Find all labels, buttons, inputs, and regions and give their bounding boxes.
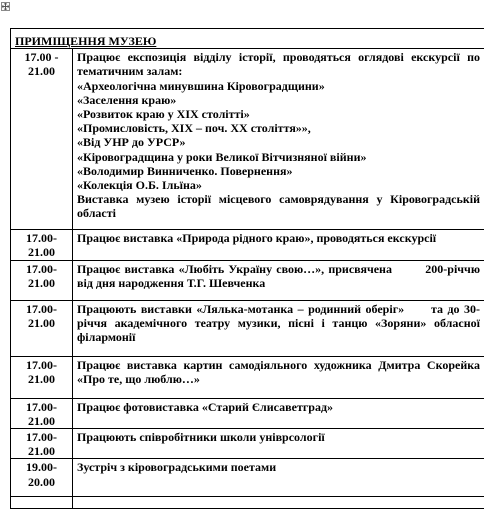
time-start: 17.00 -	[15, 50, 68, 64]
time-cell	[11, 230, 73, 260]
time-start: 17.00-	[15, 302, 68, 316]
time-start: 17.00-	[15, 231, 68, 245]
table-row	[11, 230, 484, 260]
time-end: 21.00	[15, 245, 68, 259]
time-cell	[11, 49, 73, 230]
time-cell	[11, 429, 73, 459]
description-cell	[73, 398, 484, 428]
time-end: 21.00	[15, 372, 68, 386]
description-line: Зустріч з кіровоградськими поетами	[77, 460, 480, 474]
empty-cell	[73, 497, 484, 509]
time-start: 17.00-	[15, 400, 68, 414]
time-end: 21.00	[15, 316, 68, 330]
time-end: 21.00	[15, 64, 68, 78]
time-start: 17.00-	[15, 358, 68, 372]
description-line: «Заселення краю»	[77, 93, 480, 107]
description-line: Працюють виставки «Лялька-мотанка – родинний оберіг» та до 30-річчя академічного театру музики, пісні і танцю «Зоряни» обласної філармонії	[77, 302, 480, 345]
description-cell	[73, 429, 484, 459]
description-cell	[73, 356, 484, 398]
description-cell	[73, 260, 484, 300]
time-end: 21.00	[15, 444, 68, 458]
time-cell	[11, 300, 73, 356]
time-cell	[11, 356, 73, 398]
description-line: «Колекція О.Б. Ільїна»	[77, 178, 480, 192]
description-line: Працює фотовиставка «Старий Єлисаветград»	[77, 400, 480, 414]
table-move-handle-icon[interactable]	[1, 2, 10, 11]
description-cell	[73, 49, 484, 230]
description-line: Працює виставка «Любіть Україну свою…», присвячена 200-річчю від дня народження Т.Г. Шевченка	[77, 262, 480, 290]
description-cell	[73, 300, 484, 356]
table-row	[11, 260, 484, 300]
time-end: 21.00	[15, 414, 68, 428]
table-row	[11, 356, 484, 398]
schedule-table	[10, 28, 484, 509]
table-row	[11, 459, 484, 497]
empty-cell	[11, 497, 73, 509]
section-header-row	[11, 29, 484, 49]
description-line: Працюють співробітники школи уніврсології	[77, 430, 480, 444]
time-cell	[11, 459, 73, 497]
time-start: 17.00-	[15, 262, 68, 276]
description-cell	[73, 230, 484, 260]
table-row	[11, 300, 484, 356]
description-line: «Володимир Винниченко. Повернення»	[77, 164, 480, 178]
time-start: 17.00-	[15, 430, 68, 444]
time-cell	[11, 260, 73, 300]
description-line: «Розвиток краю у ХІХ столітті»	[77, 107, 480, 121]
section-title: ПРИМІЩЕННЯ МУЗЕЮ	[11, 29, 484, 49]
time-end: 20.00	[15, 475, 68, 489]
table-row	[11, 398, 484, 428]
time-start: 19.00-	[15, 460, 68, 474]
description-line: «Промисловість, ХІХ – поч. ХХ століття»»,	[77, 121, 480, 135]
description-line: Працює експозиція відділу історії, проводяться оглядові екскурсії по тематичним залам:	[77, 50, 480, 78]
table-row	[11, 49, 484, 230]
description-cell	[73, 459, 484, 497]
time-end: 21.00	[15, 276, 68, 290]
description-line: «Кіровоградщина у роки Великої Вітчизняної війни»	[77, 150, 480, 164]
time-cell	[11, 398, 73, 428]
table-row	[11, 429, 484, 459]
empty-row	[11, 497, 484, 509]
description-line: Виставка музею історії місцевого самоврядування у Кіровоградській області	[77, 192, 480, 220]
description-line: Працює виставка «Природа рідного краю», проводяться екскурсії	[77, 231, 480, 245]
description-line: Працює виставка картин самодіяльного художника Дмитра Скорейка «Про те, що люблю…»	[77, 358, 480, 386]
description-line: «Від УНР до УРСР»	[77, 135, 480, 149]
description-line: «Археологічна минувшина Кіровоградщини»	[77, 79, 480, 93]
